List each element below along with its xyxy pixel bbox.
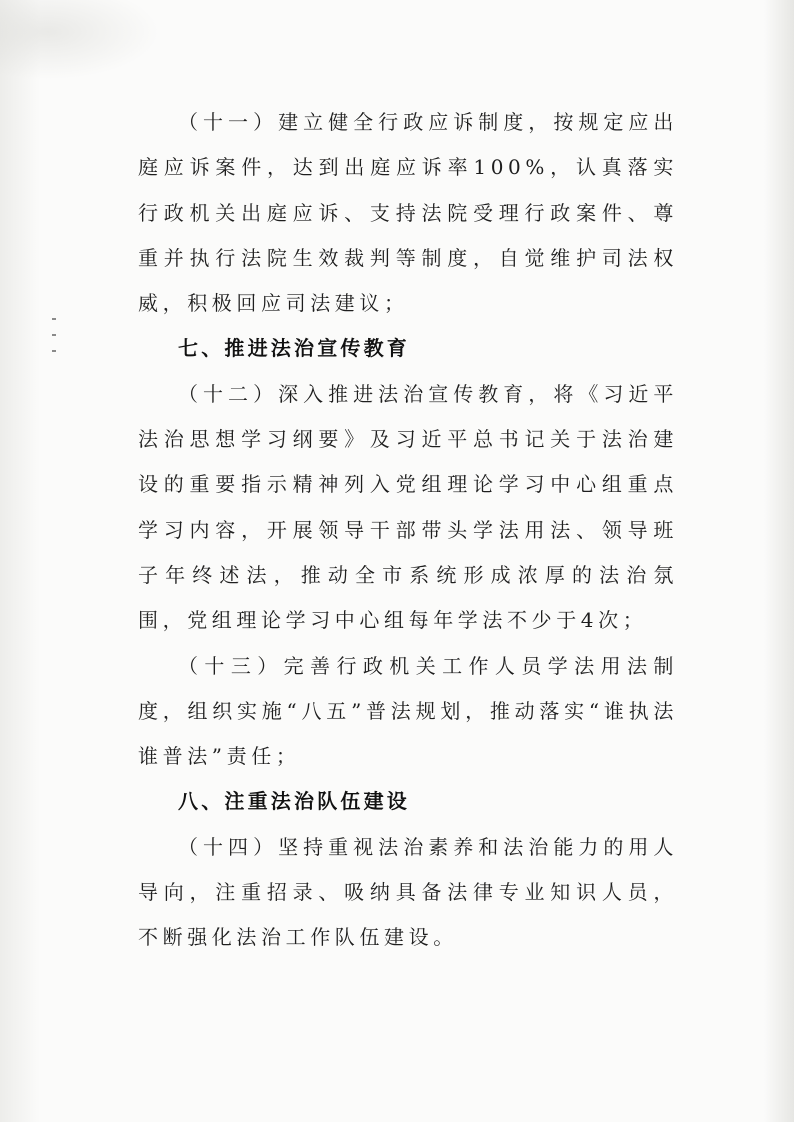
binding-margin-marks (52, 318, 62, 366)
margin-mark (52, 334, 56, 336)
paragraph-item-12: （十二）深入推进法治宣传教育，将《习近平法治思想学习纲要》及习近平总书记关于法治建设的重要指示精神列入党组理论学习中心组重点学习内容，开展领导干部带头学法用法、领导班子年终述法，推动全市系统形成浓厚的法治氛围，党组理论学习中心组每年学法不少于4次； (138, 381, 678, 633)
section-heading-7: 七、推进法治宣传教育 (178, 336, 410, 361)
section-heading-8: 八、注重法治队伍建设 (178, 789, 410, 814)
margin-mark (52, 318, 56, 320)
paragraph-item-13: （十三）完善行政机关工作人员学法用法制度，组织实施“八五”普法规划，推动落实“谁执法谁普法”责任； (138, 653, 678, 769)
paragraph-item-14: （十四）坚持重视法治素养和法治能力的用人导向，注重招录、吸纳具备法律专业知识人员，不断强化法治工作队伍建设。 (138, 834, 678, 950)
document-body (138, 100, 678, 961)
page-edge-shadow-right (764, 0, 794, 1122)
margin-mark (52, 350, 56, 352)
paragraph-item-11: （十一）建立健全行政应诉制度，按规定应出庭应诉案件，达到出庭应诉率100%，认真落实行政机关出庭应诉、支持法院受理行政案件、尊重并执行法院生效裁判等制度，自觉维护司法权威，积极回应司法建议； (138, 110, 678, 316)
page-edge-shadow-left (0, 0, 40, 1122)
scan-smudge (0, 0, 160, 80)
